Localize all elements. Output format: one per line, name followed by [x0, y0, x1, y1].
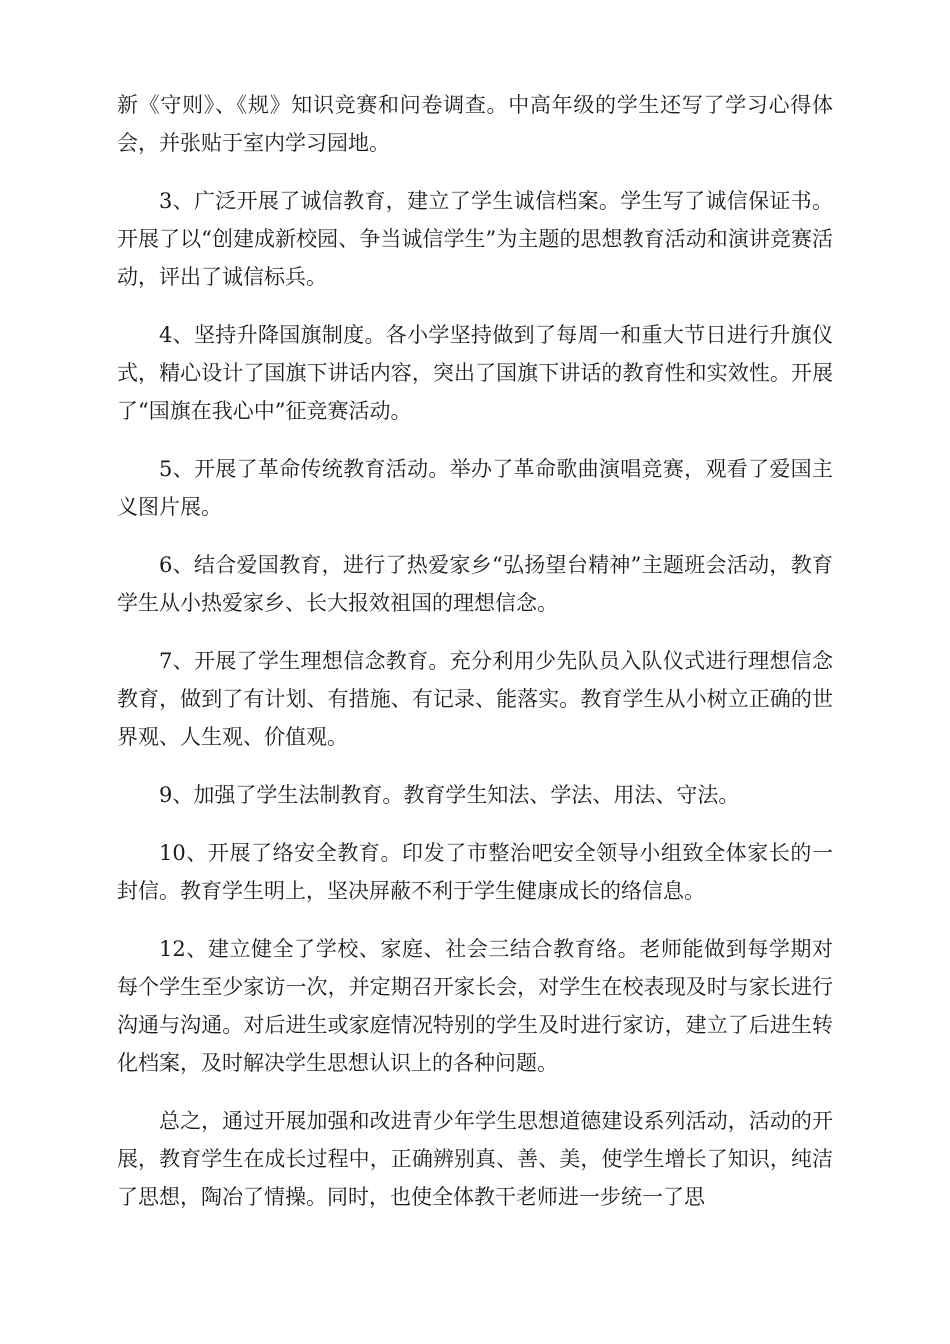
paragraph-legal-education: 9、加强了学生法制教育。教育学生知法、学法、用法、守法。	[159, 783, 740, 807]
paragraph-revolutionary-tradition: 5、开展了革命传统教育活动。举办了革命歌曲演唱竞赛，观看了爱国主义图片展。	[117, 457, 833, 519]
paragraph-integrity-education: 3、广泛开展了诚信教育，建立了学生诚信档案。学生写了诚信保证书。开展了以“创建成新校园、争当诚信学生”为主题的思想教育活动和演讲竞赛活动，评出了诚信标兵。	[117, 189, 833, 289]
paragraph-patriotic-education: 6、结合爱国教育，进行了热爱家乡“弘扬望台精神”主题班会活动，教育学生从小热爱家乡、长大报效祖国的理想信念。	[117, 553, 833, 615]
paragraph-network-safety: 10、开展了络安全教育。印发了市整治吧安全领导小组致全体家长的一封信。教育学生明上，坚决屏蔽不利于学生健康成长的络信息。	[117, 841, 833, 903]
paragraph-home-school-network: 12、建立健全了学校、家庭、社会三结合教育络。老师能做到每学期对每个学生至少家访一次，并定期召开家长会，对学生在校表现及时与家长进行沟通与沟通。对后进生或家庭情况特别的学生及时进行家访，建立了后进生转化档案，及时解决学生思想认识上的各种问题。	[117, 937, 833, 1075]
paragraph-ideals-education: 7、开展了学生理想信念教育。充分利用少先队员入队仪式进行理想信念教育，做到了有计划、有措施、有记录、能落实。教育学生从小树立正确的世界观、人生观、价值观。	[117, 649, 833, 749]
paragraph-continued: 新《守则》、《规》知识竞赛和问卷调查。中高年级的学生还写了学习心得体会，并张贴于室内学习园地。	[117, 93, 833, 155]
document-page	[117, 86, 833, 1236]
paragraph-summary: 总之，通过开展加强和改进青少年学生思想道德建设系列活动，活动的开展，教育学生在成长过程中，正确辨别真、善、美，使学生增长了知识，纯洁了思想，陶冶了情操。同时，也使全体教干老师进一步统一了思	[117, 1109, 833, 1209]
paragraph-flag-ceremony: 4、坚持升降国旗制度。各小学坚持做到了每周一和重大节日进行升旗仪式，精心设计了国旗下讲话内容，突出了国旗下讲话的教育性和实效性。开展了“国旗在我心中”征竞赛活动。	[117, 323, 833, 423]
